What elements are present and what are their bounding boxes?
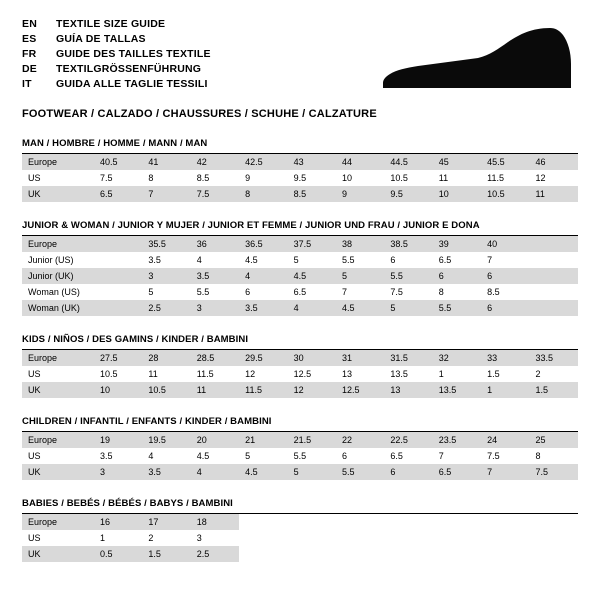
size-cell: 7.5 [94,170,142,186]
table-row [22,432,578,448]
size-cell: 24 [481,432,529,448]
size-cell: 4 [239,268,287,284]
size-cell: 6 [433,268,481,284]
size-cell: 2.5 [191,546,239,562]
table-row [22,448,578,464]
size-cell-empty [288,514,336,530]
size-cell: 2 [530,366,578,382]
size-cell: 10.5 [384,170,432,186]
size-group-children [22,416,578,480]
size-cell [94,268,142,284]
size-cell-empty [384,546,432,562]
size-cell: 12 [530,170,578,186]
size-cell: 7.5 [481,448,529,464]
size-cell: 5.5 [191,284,239,300]
language-row [22,18,211,31]
size-cell [530,284,578,300]
language-title: GUIDA ALLE TAGLIE TESSILI [56,78,208,90]
size-cell: 7 [481,464,529,480]
size-cell: 43 [288,154,336,170]
size-cell-empty [433,514,481,530]
language-code: DE [22,63,37,75]
language-title: GUÍA DE TALLAS [56,33,146,45]
size-cell: 0.5 [94,546,142,562]
size-cell [530,268,578,284]
size-cell: 1 [433,366,481,382]
size-cell: 5 [239,448,287,464]
group-title: MAN / HOMBRE / HOMME / MANN / MAN [22,138,578,154]
group-title: KIDS / NIÑOS / DES GAMINS / KINDER / BAMBINI [22,334,578,350]
row-label: Woman (US) [22,284,94,300]
size-cell: 1.5 [530,382,578,398]
size-cell: 5 [288,464,336,480]
size-cell: 4.5 [191,448,239,464]
row-label: Europe [22,350,94,366]
size-table [22,350,578,398]
table-row [22,252,578,268]
size-cell-empty [239,514,287,530]
size-cell: 13 [336,366,384,382]
size-cell: 6 [384,464,432,480]
size-cell: 19 [94,432,142,448]
size-cell: 5.5 [336,464,384,480]
size-cell: 16 [94,514,142,530]
size-cell: 30 [288,350,336,366]
language-title-list [22,18,211,91]
size-cell: 13 [384,382,432,398]
size-cell: 41 [142,154,190,170]
size-cell: 4 [191,464,239,480]
size-cell-empty [336,546,384,562]
size-cell: 3.5 [94,448,142,464]
size-cell: 35.5 [142,236,190,252]
size-cell [530,300,578,316]
size-cell: 6 [481,300,529,316]
row-label: US [22,448,94,464]
size-cell: 1 [94,530,142,546]
size-cell: 8 [530,448,578,464]
size-cell [94,236,142,252]
size-cell-empty [481,514,529,530]
language-title: GUIDE DES TAILLES TEXTILE [56,48,211,60]
group-title: BABIES / BEBÉS / BÉBÉS / BABYS / BAMBINI [22,498,578,514]
size-cell: 3 [191,300,239,316]
size-cell: 42 [191,154,239,170]
size-cell: 3.5 [191,268,239,284]
size-cell: 4.5 [336,300,384,316]
size-cell: 29.5 [239,350,287,366]
size-cell: 7 [433,448,481,464]
size-cell: 42.5 [239,154,287,170]
size-cell: 22 [336,432,384,448]
size-cell: 11.5 [191,366,239,382]
size-cell: 4.5 [239,252,287,268]
size-cell-empty [433,546,481,562]
size-cell-empty [530,530,578,546]
size-cell: 2.5 [142,300,190,316]
size-cell-empty [239,530,287,546]
row-label: US [22,366,94,382]
size-cell: 13.5 [384,366,432,382]
language-code: IT [22,78,32,90]
group-title: JUNIOR & WOMAN / JUNIOR Y MUJER / JUNIOR ET FEMME / JUNIOR UND FRAU / JUNIOR E DONA [22,220,578,236]
size-cell: 9.5 [384,186,432,202]
size-cell: 10.5 [481,186,529,202]
size-cell: 31 [336,350,384,366]
size-cell: 12 [288,382,336,398]
size-cell: 7.5 [384,284,432,300]
size-cell: 6.5 [433,252,481,268]
size-cell: 7 [336,284,384,300]
size-cell-empty [336,530,384,546]
size-cell: 1 [481,382,529,398]
size-cell: 8 [142,170,190,186]
table-row [22,530,578,546]
table-row [22,170,578,186]
table-row [22,382,578,398]
size-table [22,236,578,316]
size-cell: 10 [336,170,384,186]
size-cell: 5.5 [433,300,481,316]
size-cell-empty [530,546,578,562]
row-label: US [22,170,94,186]
size-cell [530,252,578,268]
size-cell: 4 [142,448,190,464]
size-cell: 36.5 [239,236,287,252]
size-cell: 23.5 [433,432,481,448]
document-header [22,18,578,94]
size-cell: 44 [336,154,384,170]
size-cell: 46 [530,154,578,170]
group-title: CHILDREN / INFANTIL / ENFANTS / KINDER / BAMBINI [22,416,578,432]
size-cell: 7.5 [530,464,578,480]
size-group-junior-woman [22,220,578,316]
size-cell: 11 [433,170,481,186]
size-cell-empty [336,514,384,530]
table-row [22,366,578,382]
size-cell: 32 [433,350,481,366]
size-cell: 6.5 [384,448,432,464]
size-cell: 27.5 [94,350,142,366]
language-row [22,78,211,91]
size-cell: 1.5 [481,366,529,382]
table-row [22,514,578,530]
size-cell: 38.5 [384,236,432,252]
language-code: EN [22,18,37,30]
size-cell: 28.5 [191,350,239,366]
table-row [22,464,578,480]
table-row [22,154,578,170]
size-cell: 1.5 [142,546,190,562]
size-cell: 5.5 [288,448,336,464]
size-cell: 21.5 [288,432,336,448]
size-cell-empty [288,546,336,562]
row-label: UK [22,464,94,480]
table-row [22,186,578,202]
size-cell: 13.5 [433,382,481,398]
table-row [22,300,578,316]
size-cell: 37.5 [288,236,336,252]
size-cell: 44.5 [384,154,432,170]
size-cell: 8.5 [481,284,529,300]
size-cell: 8.5 [191,170,239,186]
size-cell [94,252,142,268]
size-cell: 8.5 [288,186,336,202]
size-cell-empty [288,530,336,546]
size-cell [530,236,578,252]
size-cell: 6.5 [433,464,481,480]
category-title: FOOTWEAR / CALZADO / CHAUSSURES / SCHUHE / CALZATURE [22,108,377,120]
row-label: Europe [22,154,94,170]
size-cell: 11 [142,366,190,382]
row-label: US [22,530,94,546]
table-row [22,284,578,300]
row-label: Europe [22,236,94,252]
size-cell: 11.5 [239,382,287,398]
size-cell: 33.5 [530,350,578,366]
size-cell: 17 [142,514,190,530]
size-table [22,432,578,480]
size-cell-empty [384,514,432,530]
size-cell: 36 [191,236,239,252]
size-cell [94,300,142,316]
size-cell: 40.5 [94,154,142,170]
size-cell: 5 [288,252,336,268]
size-cell: 4 [191,252,239,268]
size-cell: 18 [191,514,239,530]
size-cell: 12.5 [336,382,384,398]
size-cell: 7 [142,186,190,202]
size-cell: 11.5 [481,170,529,186]
size-cell-empty [433,530,481,546]
size-cell: 3 [94,464,142,480]
size-cell: 3 [142,268,190,284]
row-label: Junior (UK) [22,268,94,284]
size-cell: 8 [239,186,287,202]
size-cell: 5 [384,300,432,316]
size-cell-empty [239,546,287,562]
table-row [22,350,578,366]
language-row [22,48,211,61]
size-cell-empty [530,514,578,530]
size-cell: 6 [239,284,287,300]
size-cell: 7 [481,252,529,268]
language-code: FR [22,48,37,60]
size-group-babies [22,498,578,562]
size-cell: 12.5 [288,366,336,382]
size-cell: 5.5 [336,252,384,268]
size-cell: 3 [191,530,239,546]
size-cell: 11 [530,186,578,202]
size-table [22,154,578,202]
size-group-man [22,138,578,202]
row-label: UK [22,382,94,398]
size-cell: 8 [433,284,481,300]
size-cell: 40 [481,236,529,252]
size-cell: 12 [239,366,287,382]
row-label: Europe [22,432,94,448]
row-label: Europe [22,514,94,530]
size-group-kids [22,334,578,398]
size-cell: 3.5 [142,252,190,268]
size-cell: 22.5 [384,432,432,448]
table-row [22,546,578,562]
language-code: ES [22,33,37,45]
size-cell: 10 [433,186,481,202]
size-cell: 4 [288,300,336,316]
size-cell: 5.5 [384,268,432,284]
size-cell: 25 [530,432,578,448]
language-row [22,33,211,46]
size-cell: 31.5 [384,350,432,366]
size-cell: 39 [433,236,481,252]
size-cell: 19.5 [142,432,190,448]
size-cell: 9.5 [288,170,336,186]
size-table [22,514,578,562]
size-cell-empty [481,530,529,546]
dress-shoe-icon [382,22,572,94]
size-cell: 4.5 [288,268,336,284]
size-cell: 38 [336,236,384,252]
size-cell-empty [481,546,529,562]
row-label: UK [22,186,94,202]
row-label: UK [22,546,94,562]
size-cell: 20 [191,432,239,448]
size-cell: 9 [336,186,384,202]
size-cell: 6 [481,268,529,284]
size-cell: 6 [336,448,384,464]
table-row [22,236,578,252]
size-cell: 6.5 [288,284,336,300]
size-cell: 10.5 [142,382,190,398]
size-cell: 2 [142,530,190,546]
size-cell: 45 [433,154,481,170]
language-title: TEXTILGRÖSSENFÜHRUNG [56,63,202,75]
size-cell: 3.5 [239,300,287,316]
size-cell: 4.5 [239,464,287,480]
size-cell: 33 [481,350,529,366]
size-cell: 45.5 [481,154,529,170]
size-cell: 5 [336,268,384,284]
size-cell: 11 [191,382,239,398]
size-cell: 21 [239,432,287,448]
size-cell: 5 [142,284,190,300]
size-cell: 7.5 [191,186,239,202]
language-row [22,63,211,76]
size-cell: 10.5 [94,366,142,382]
size-cell: 10 [94,382,142,398]
row-label: Junior (US) [22,252,94,268]
size-cell: 3.5 [142,464,190,480]
size-cell: 6 [384,252,432,268]
size-cell: 28 [142,350,190,366]
size-cell-empty [384,530,432,546]
size-cell [94,284,142,300]
size-cell: 6.5 [94,186,142,202]
table-row [22,268,578,284]
row-label: Woman (UK) [22,300,94,316]
language-title: TEXTILE SIZE GUIDE [56,18,166,30]
size-cell: 9 [239,170,287,186]
